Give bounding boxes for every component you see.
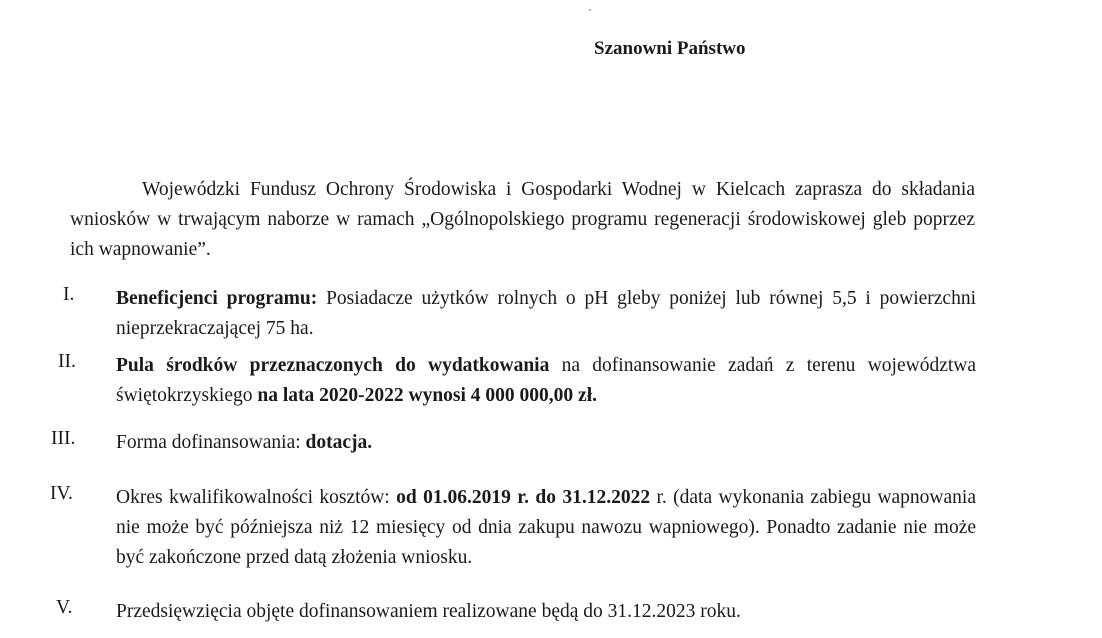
item-bold-mid: od 01.06.2019 r. do 31.12.2022	[396, 487, 651, 508]
item-text	[116, 284, 976, 344]
item-body: Okres kwalifikowalności kosztów:	[116, 487, 397, 508]
scan-speck	[589, 9, 591, 11]
item-bold-lead: Beneficjenci programu:	[116, 288, 318, 309]
item-numeral: II.	[58, 351, 76, 372]
item-numeral: I.	[63, 284, 75, 305]
item-body: Przedsięwzięcia objęte dofinansowaniem realizowane będą do 31.12.2023 roku.	[116, 601, 741, 622]
item-body: na dofinansowanie zadań z terenu województwa świętokrzyskiego	[116, 355, 976, 406]
item-text	[116, 351, 976, 411]
salutation: Szanowni Państwo	[594, 38, 746, 59]
item-bold-tail: dotacja.	[305, 432, 373, 453]
item-text	[116, 483, 976, 573]
item-body: Posiadacze użytków rolnych o pH gleby poniżej lub równej 5,5 i powierzchni nieprzekraczającej 75 ha.	[116, 288, 977, 339]
intro-paragraph: Wojewódzki Fundusz Ochrony Środowiska i Gospodarki Wodnej w Kielcach zaprasza do składania wniosków w trwającym naborze w ramach „Ogólnopolskiego programu regeneracji środowiskowej gleb poprzez ich wapnowanie”.	[70, 179, 975, 260]
item-numeral: III.	[51, 428, 76, 449]
item-body: Forma dofinansowania:	[116, 432, 306, 453]
item-text	[116, 428, 976, 458]
item-bold-tail: na lata 2020-2022 wynosi 4 000 000,00 zł.	[257, 385, 597, 406]
item-text	[116, 597, 976, 627]
item-numeral: V.	[56, 597, 73, 618]
item-body-tail: r. (data wykonania zabiegu wapnowania nie może być późniejsza niż 12 miesięcy od dnia zakupu nawozu wapniowego). Ponadto zadanie nie może być zakończone przed datą złożenia wniosku.	[116, 487, 976, 568]
item-bold-lead: Pula środków przeznaczonych do wydatkowania	[116, 355, 550, 376]
item-numeral: IV.	[50, 483, 73, 504]
